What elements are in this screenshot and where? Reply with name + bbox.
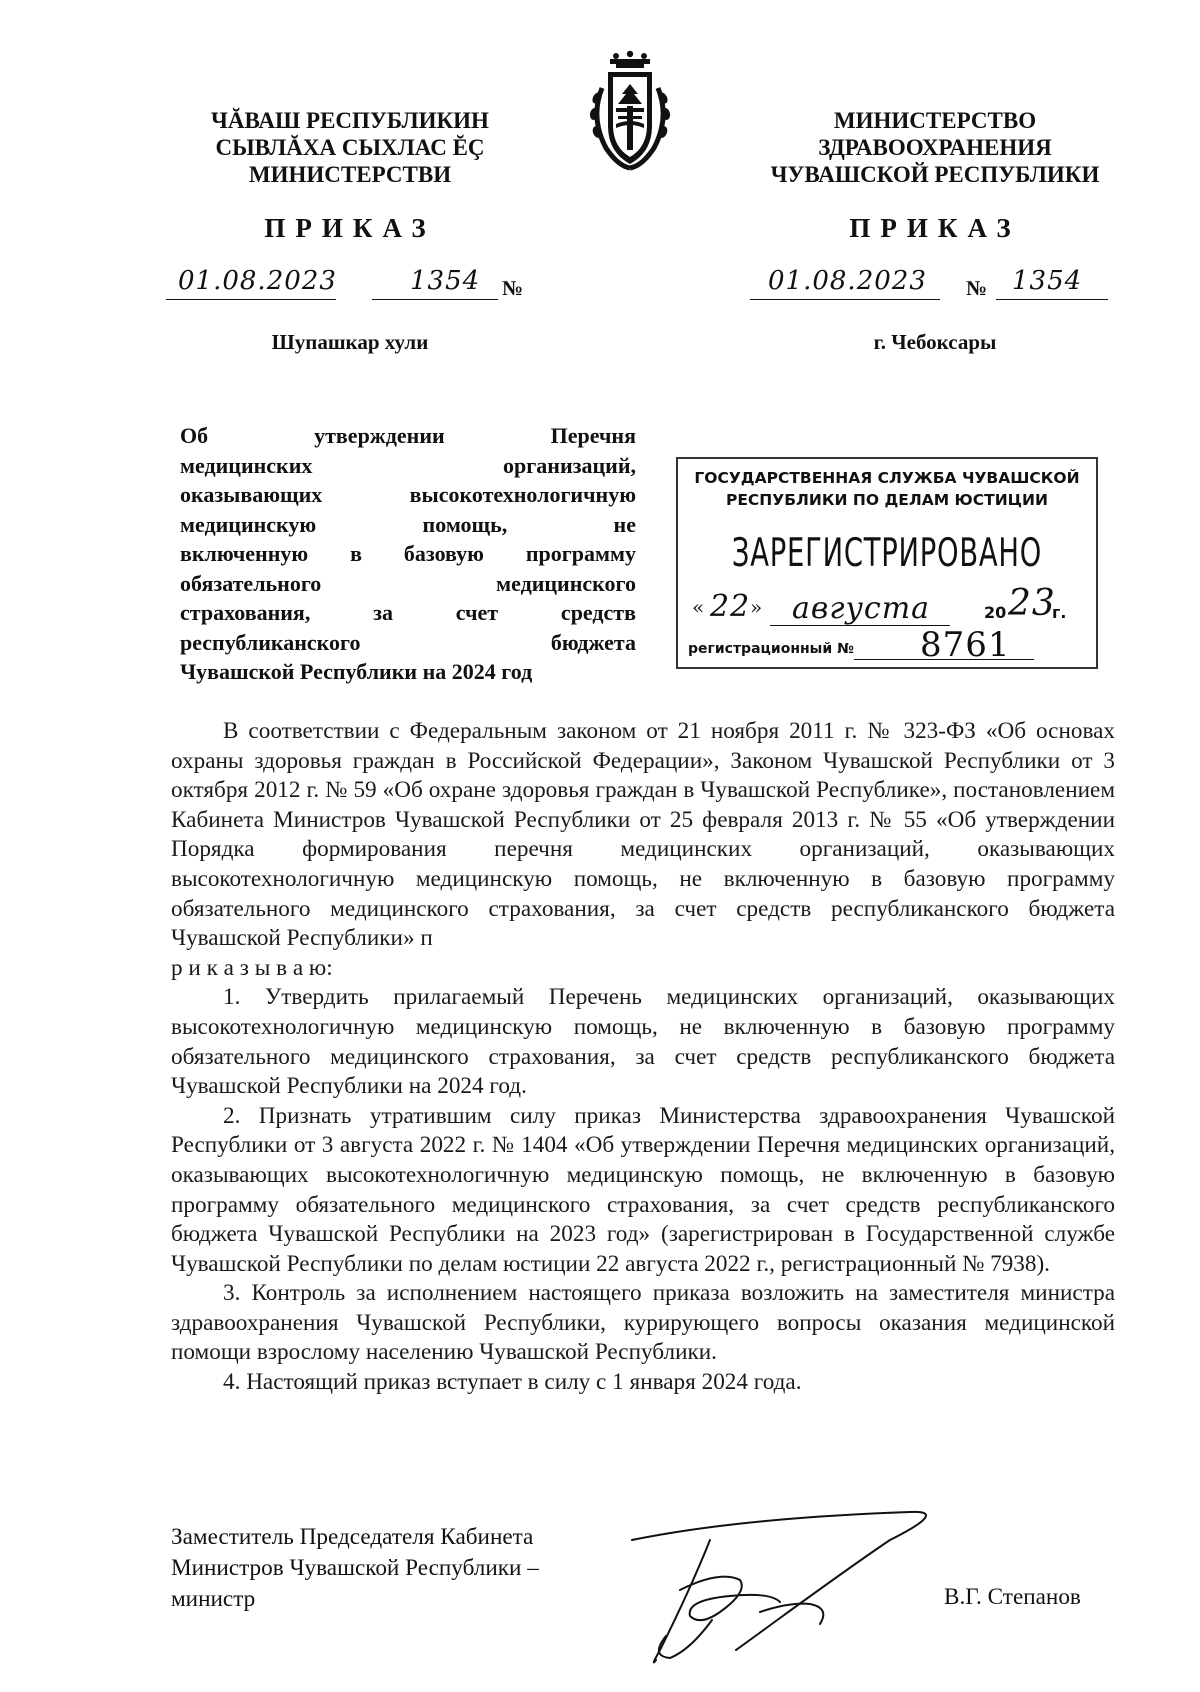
stamp-authority: [678, 467, 1096, 511]
stamp-date-row: « 22 » августа 20 23 г.: [692, 583, 1067, 626]
left-number: 1354: [410, 266, 481, 296]
stamp-status: ЗАРЕГИСТРИРОВАНО: [731, 531, 1043, 576]
title-line: страхования, за счет средств: [180, 600, 636, 625]
stamp-date-day: 22: [710, 589, 751, 624]
right-date-underline: [750, 299, 940, 300]
title-line: Чувашской Республики на 2024 год: [180, 659, 533, 684]
stamp-date-year: 23: [1008, 583, 1056, 624]
header-right-line-3: ЧУВАШСКОЙ РЕСПУБЛИКИ: [770, 162, 1100, 187]
title-line: республиканского бюджета: [180, 629, 636, 655]
left-number-sign: №: [502, 276, 524, 300]
header-right-org: [755, 107, 1115, 188]
header-left-org: [170, 107, 530, 188]
title-line: Об утверждении Перечня: [180, 423, 636, 448]
left-date: 01.08.2023: [178, 266, 337, 296]
order-item-4: 4. Настоящий приказ вступает в силу с 1 января 2024 года.: [223, 1369, 802, 1396]
stamp-reg-row: [688, 625, 1088, 665]
left-city: Шупашкар хули: [271, 330, 429, 354]
registration-stamp: [676, 457, 1098, 669]
signatory-name: В.Г. Степанов: [944, 1584, 1081, 1610]
signatory-position: [171, 1522, 539, 1615]
right-number-sign: №: [966, 276, 988, 300]
stamp-line-2: РЕСПУБЛИКИ ПО ДЕЛАМ ЮСТИЦИИ: [725, 491, 1048, 509]
preamble-paragraph: В соответствии с Федеральным законом от 21 ноября 2011 г. № 323-ФЗ «Об основах охраны здоровья граждан в Российской Федерации», Законом Чувашской Республики от 3 октября 2012 г. № 59 «Об охране здоровья граждан в Чувашской Республике», постановлением Кабинета Министров Чувашской Республики от 25 февраля 2013 г. № 55 «Об утверждении Порядка формирования перечня медицинских организаций, оказывающих высокотехнологичную медицинскую помощь, не включенную в базовую программу обязательного медицинского страхования, за счет средств республиканского бюджета Чувашской Республики» п: [171, 718, 1115, 952]
stamp-date-year-prefix: 20: [984, 603, 1007, 622]
right-city: г. Чебоксары: [873, 330, 997, 354]
signatory-position-line: Министров Чувашской Республики –: [171, 1555, 539, 1581]
left-date-underline: [166, 299, 336, 300]
right-number: 1354: [1012, 266, 1083, 296]
stamp-reg-label: регистрационный №: [688, 641, 854, 657]
header-left-line-3: МИНИСТЕРСТВИ: [248, 162, 452, 187]
order-body: [171, 717, 1115, 1398]
order-item-1: 1. Утвердить прилагаемый Перечень медицинских организаций, оказывающих высокотехнологичную медицинскую помощь, не включенную в базовую программу обязательного медицинского страхования, за счет средств республиканского бюджета Чувашской Республики на 2024 год.: [171, 984, 1115, 1100]
document-title: [180, 421, 636, 687]
stamp-date-year-mark: г.: [1052, 603, 1067, 622]
header-left-line-1: ЧĂВАШ РЕСПУБЛИКИН: [211, 108, 489, 133]
stamp-date-month: августа: [792, 591, 931, 626]
handwritten-signature: [620, 1500, 950, 1680]
title-line: оказывающих высокотехнологичную: [180, 482, 636, 507]
header-right-line-2: ЗДРАВООХРАНЕНИЯ: [818, 135, 1052, 160]
chuvash-coat-of-arms-icon: [580, 48, 680, 174]
order-item-3: 3. Контроль за исполнением настоящего приказа возложить на заместителя министра здравоохранения Чувашской Республики, курирующего вопросы оказания медицинской помощи взрослому населению Чувашской Республики.: [171, 1280, 1115, 1366]
header-left-line-2: СЫВЛĂХА СЫХЛАС ĔÇ: [215, 135, 485, 160]
title-line: медицинскую помощь, не: [180, 511, 636, 537]
order-item-2: 2. Признать утратившим силу приказ Министерства здравоохранения Чувашской Республики от 3 августа 2022 г. № 1404 «Об утверждении Перечня медицинских организаций, оказывающих высокотехнологичную медицинскую помощь, не включенную в базовую программу обязательного медицинского страхования, за счет средств республиканского бюджета Чувашской Республики на 2023 год» (зарегистрирован в Государственной службе Чувашской Республики по делам юстиции 22 августа 2022 г., регистрационный № 7938).: [171, 1102, 1115, 1277]
title-line: включенную в базовую программу: [180, 541, 636, 566]
right-date: 01.08.2023: [768, 266, 927, 296]
header-right-line-1: МИНИСТЕРСТВО: [833, 108, 1037, 133]
right-number-underline: [996, 299, 1108, 300]
signatory-position-line: министр: [171, 1586, 256, 1612]
title-line: обязательного медицинского: [180, 570, 636, 596]
title-line: медицинских организаций,: [180, 452, 636, 478]
order-word: р и к а з ы в а ю:: [171, 954, 333, 981]
signatory-position-line: Заместитель Председателя Кабинета: [171, 1524, 534, 1550]
doc-type-right: ПРИКАЗ: [849, 213, 1021, 243]
stamp-reg-number: 8761: [920, 625, 1011, 665]
doc-type-left: ПРИКАЗ: [264, 213, 436, 243]
stamp-line-1: ГОСУДАРСТВЕННАЯ СЛУЖБА ЧУВАШСКОЙ: [694, 469, 1080, 487]
left-number-underline: [372, 299, 498, 300]
